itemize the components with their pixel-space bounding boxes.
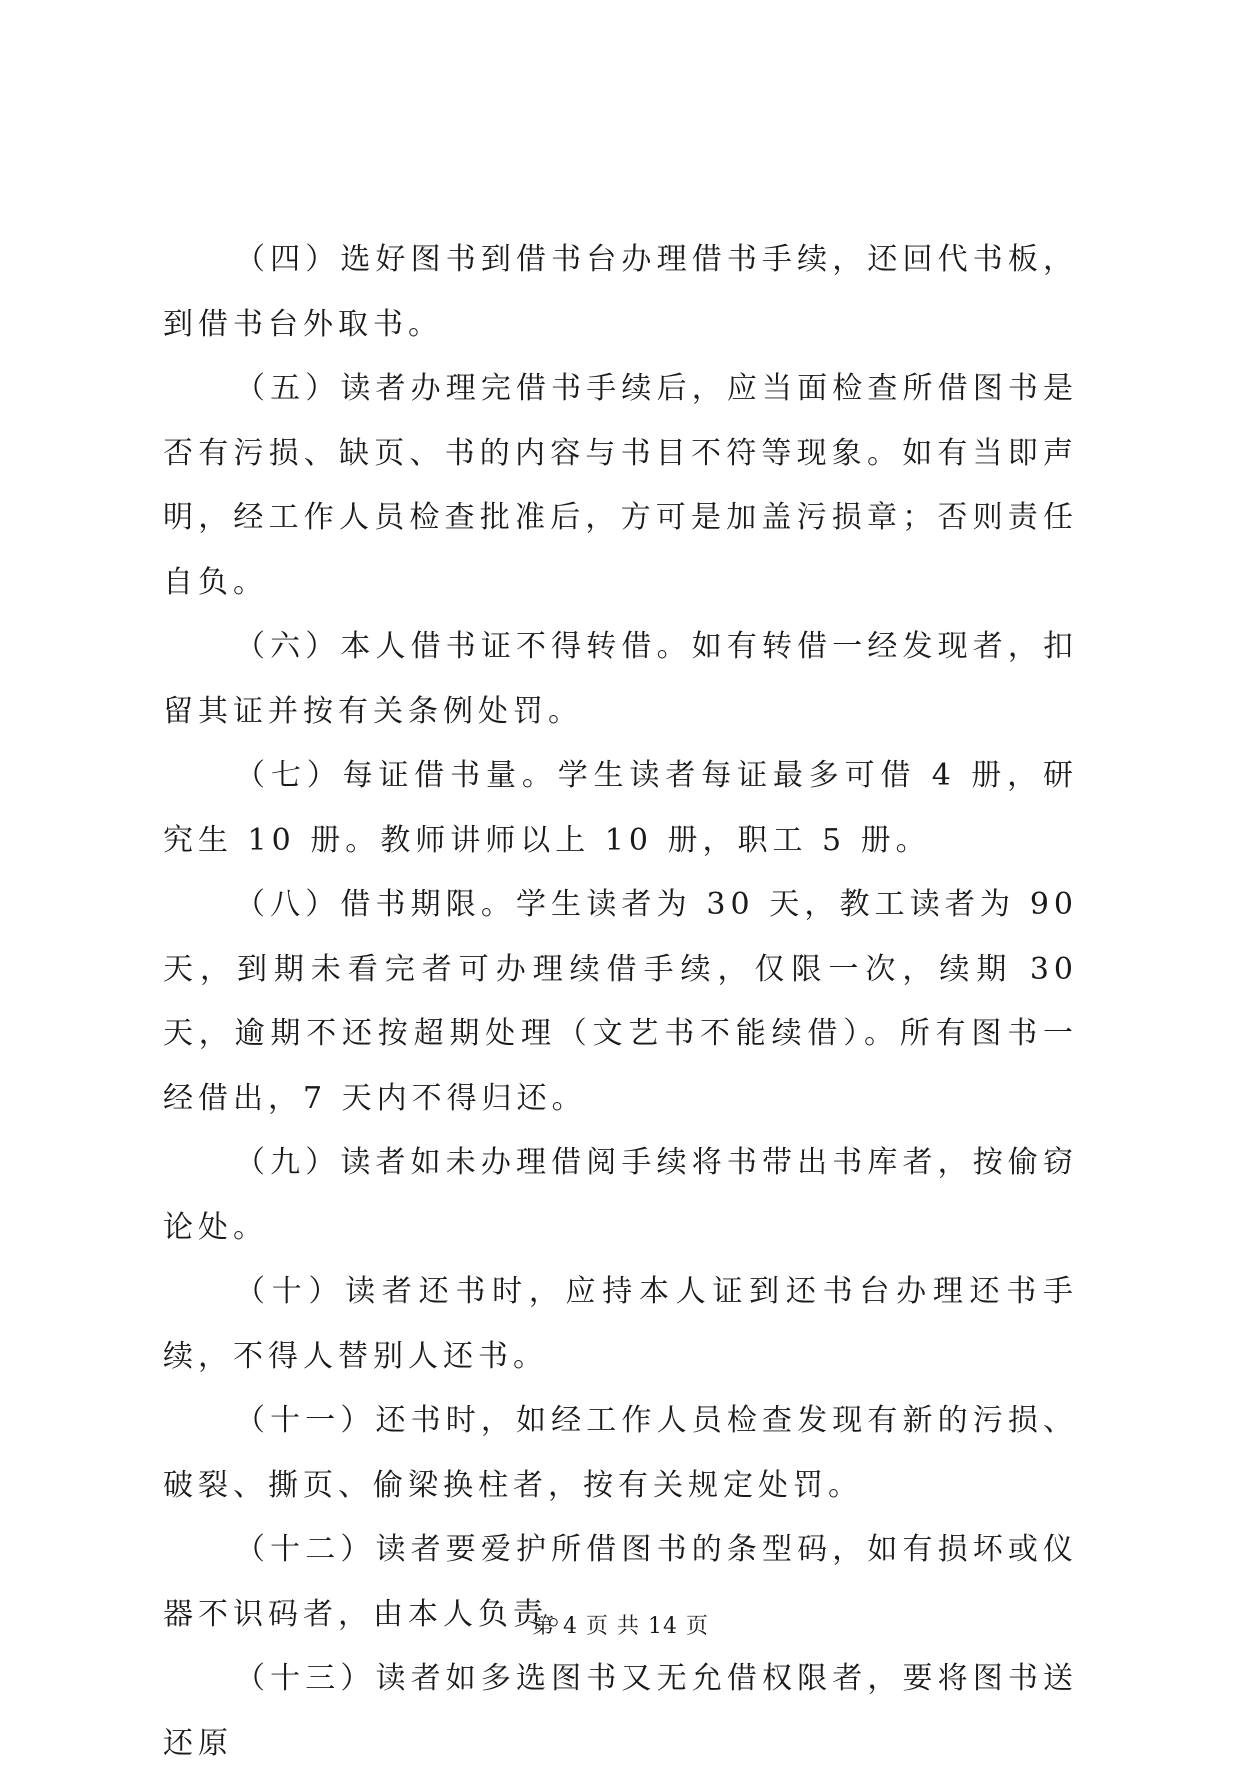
paragraph-9: （九）读者如未办理借阅手续将书带出书库者，按偷窃论处。 [163, 1145, 1078, 1245]
document-body [163, 228, 1078, 1776]
paragraph-4: （四）选好图书到借书台办理借书手续，还回代书板，到借书台外取书。 [163, 242, 1078, 342]
paragraph-12: （十二）读者要爱护所借图书的条型码，如有损坏或仪器不识码者，由本人负责。 [163, 1532, 1078, 1632]
paragraph-13: （十三）读者如多选图书又无允借权限者，要将图书送还原 [163, 1661, 1078, 1761]
page-number-footer: 第 4 页 共 14 页 [532, 1614, 709, 1639]
paragraph-6: （六）本人借书证不得转借。如有转借一经发现者，扣留其证并按有关条例处罚。 [163, 629, 1078, 729]
paragraph-7: （七）每证借书量。学生读者每证最多可借 4 册，研究生 10 册。教师讲师以上 10 册，职工 5 册。 [163, 758, 1078, 858]
paragraph-10: （十）读者还书时，应持本人证到还书台办理还书手续，不得人替别人还书。 [163, 1274, 1078, 1374]
paragraph-5: （五）读者办理完借书手续后，应当面检查所借图书是否有污损、缺页、书的内容与书目不符等现象。如有当即声明，经工作人员检查批准后，方可是加盖污损章；否则责任自负。 [163, 371, 1078, 600]
paragraph-8: （八）借书期限。学生读者为 30 天，教工读者为 90 天，到期未看完者可办理续借手续，仅限一次，续期 30 天，逾期不还按超期处理（文艺书不能续借）。所有图书一经借出，7 天内不得归还。 [163, 887, 1078, 1116]
paragraph-11: （十一）还书时，如经工作人员检查发现有新的污损、破裂、撕页、偷梁换柱者，按有关规定处罚。 [163, 1403, 1078, 1503]
